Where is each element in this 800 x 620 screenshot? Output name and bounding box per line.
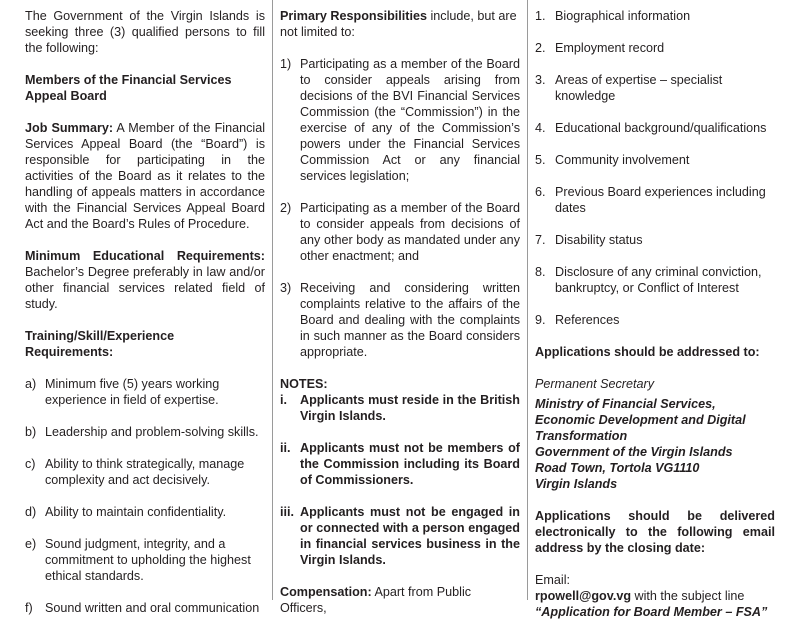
list-text: Applicants must reside in the British Virgin Islands. xyxy=(300,393,520,423)
list-marker: ii. xyxy=(280,441,291,455)
requirement-item xyxy=(25,424,265,440)
list-text: Ability to think strategically, manage complexity and act decisively. xyxy=(45,457,245,487)
list-marker: 2. xyxy=(535,41,546,55)
list-text: Biographical information xyxy=(555,9,691,23)
job-summary-label: Job Summary: xyxy=(25,121,114,135)
requirement-item xyxy=(535,264,775,296)
job-summary-text: A Member of the Financial Services Appeal Board (the “Board”) is responsible for participating in the activities of the Board as it relates to the handling of appeals matters in accordance with the Financial Services Appeal Board Act and the Board’s Rules of Procedure. xyxy=(25,121,266,231)
note-item xyxy=(280,392,520,424)
requirement-item xyxy=(535,312,775,328)
training-heading: Training/Skill/Experience Requirements: xyxy=(25,329,175,359)
list-marker: 6. xyxy=(535,185,546,199)
compensation xyxy=(280,584,520,616)
requirement-item xyxy=(535,40,775,56)
list-marker: c) xyxy=(25,457,36,471)
primary-responsibilities xyxy=(280,8,520,40)
list-marker: i. xyxy=(280,393,287,407)
list-text: Educational background/qualifications xyxy=(555,121,767,135)
list-text: Community involvement xyxy=(555,153,690,167)
list-text: Participating as a member of the Board to consider appeals arising from decisions of the BVI Financial Services Commission (the “Commission”) in the exercise of any of the Commission’s powers under the Financial Services Commission Act or any financial services legislation; xyxy=(300,57,520,183)
list-marker: 4. xyxy=(535,121,546,135)
column-middle xyxy=(280,8,520,616)
job-summary xyxy=(25,120,265,232)
list-marker: b) xyxy=(25,425,37,439)
note-item xyxy=(280,440,520,488)
list-marker: 7. xyxy=(535,233,546,247)
requirement-item xyxy=(25,504,265,520)
list-marker: 1. xyxy=(535,9,546,23)
requirement-item xyxy=(25,376,265,408)
list-marker: e) xyxy=(25,537,37,551)
requirement-item xyxy=(25,456,265,488)
email-label: Email: xyxy=(535,573,570,587)
list-marker: f) xyxy=(25,601,33,615)
min-education-label: Minimum Educational Requirements: xyxy=(25,249,265,263)
requirement-item xyxy=(535,8,775,24)
list-marker: 2) xyxy=(280,201,292,215)
requirement-item xyxy=(535,232,775,248)
list-text: Applicants must not be members of the Commission including its Board of Commissioners. xyxy=(300,441,520,487)
column-divider-left xyxy=(272,0,273,600)
list-marker: d) xyxy=(25,505,37,519)
virgin-islands-line: Virgin Islands xyxy=(535,477,618,491)
permanent-secretary: Permanent Secretary xyxy=(535,377,654,391)
column-left xyxy=(25,8,265,616)
list-text: Previous Board experiences including dates xyxy=(555,185,766,215)
list-marker: iii. xyxy=(280,505,294,519)
requirement-item xyxy=(25,536,265,584)
requirement-item xyxy=(535,184,775,216)
list-marker: 9. xyxy=(535,313,546,327)
address-heading: Applications should be addressed to: xyxy=(535,345,760,359)
responsibility-item xyxy=(280,200,520,264)
ministry-name: Ministry of Financial Services, Economic Development and Digital Transformation xyxy=(535,397,746,443)
compensation-text: Apart from Public Officers, xyxy=(280,585,472,615)
list-text: Areas of expertise – specialist knowledge xyxy=(555,73,723,103)
list-text: Participating as a member of the Board to consider appeals from decisions of any other body as mandated under any other enactment; and xyxy=(300,201,520,263)
position-heading: Members of the Financial Services Appeal Board xyxy=(25,73,232,103)
list-marker: 8. xyxy=(535,265,546,279)
notes-heading: NOTES: xyxy=(280,377,328,391)
road-town-line: Road Town, Tortola VG1110 xyxy=(535,461,700,475)
list-marker: a) xyxy=(25,377,37,391)
requirement-item xyxy=(535,72,775,104)
list-text: Ability to maintain confidentiality. xyxy=(45,505,227,519)
list-text: Disclosure of any criminal conviction, bankruptcy, or Conflict of Interest xyxy=(555,265,762,295)
delivery-instructions: Applications should be delivered electronically to the following email address by the closing date: xyxy=(535,509,775,555)
list-text: Sound written and oral communication xyxy=(45,601,260,615)
requirement-item xyxy=(535,120,775,136)
list-text: Minimum five (5) years working experience in field of expertise. xyxy=(45,377,220,407)
list-text: Applicants must not be engaged in or connected with a person engaged in financial services business in the Virgin Islands. xyxy=(300,505,520,567)
min-education-text: Bachelor’s Degree preferably in law and/or other financial services related field of study. xyxy=(25,265,265,311)
list-text: Sound judgment, integrity, and a commitment to upholding the highest ethical standards. xyxy=(45,537,251,583)
subject-line: “Application for Board Member – FSA” xyxy=(535,605,768,619)
responsibility-item xyxy=(280,280,520,360)
email-address[interactable]: rpowell@gov.vg xyxy=(535,589,632,603)
min-education xyxy=(25,248,265,312)
list-marker: 1) xyxy=(280,57,292,71)
list-marker: 3) xyxy=(280,281,292,295)
list-text: Disability status xyxy=(555,233,643,247)
government-line: Government of the Virgin Islands xyxy=(535,445,733,459)
requirement-item xyxy=(25,600,265,616)
primary-label: Primary Responsibilities xyxy=(280,9,427,23)
list-text: Employment record xyxy=(555,41,665,55)
list-text: Receiving and considering written complaints relative to the affairs of the Board and dealing with the complaints in such manner as the Board considers appropriate. xyxy=(300,281,520,359)
list-marker: 3. xyxy=(535,73,546,87)
email-suffix: with the subject line xyxy=(631,589,745,603)
intro-paragraph: The Government of the Virgin Islands is seeking three (3) qualified persons to fill the following: xyxy=(25,9,265,55)
column-divider-right xyxy=(527,0,528,600)
compensation-label: Compensation: xyxy=(280,585,372,599)
primary-text: include, but are not limited to: xyxy=(280,9,517,39)
list-text: Leadership and problem-solving skills. xyxy=(45,425,259,439)
list-text: References xyxy=(555,313,620,327)
column-right xyxy=(535,8,775,620)
email-line xyxy=(535,588,775,604)
requirement-item xyxy=(535,152,775,168)
list-marker: 5. xyxy=(535,153,546,167)
responsibility-item xyxy=(280,56,520,184)
note-item xyxy=(280,504,520,568)
